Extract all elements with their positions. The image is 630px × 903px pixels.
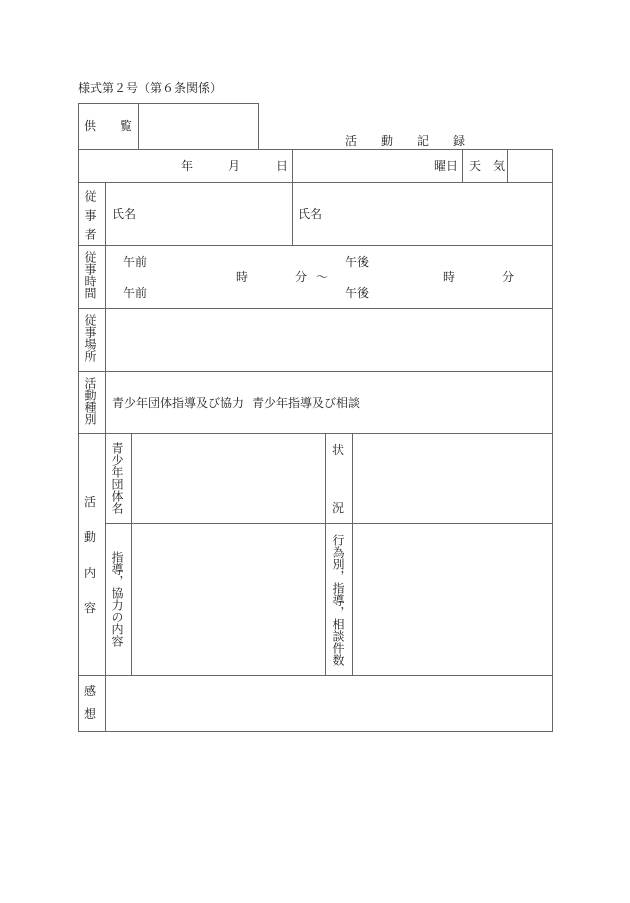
guidance-field[interactable] [132, 524, 324, 674]
hour-label-2: 時 [443, 270, 456, 284]
row-line-4 [78, 371, 552, 372]
weather-field[interactable] [508, 150, 551, 181]
inspection-box-left [78, 103, 79, 149]
worker-label: 従事者 [83, 190, 97, 247]
impressions-label-1: 感 [84, 684, 97, 698]
activity-content-label-4: 容 [84, 601, 97, 615]
group-name-label: 青少年団体名 [110, 442, 124, 514]
activity-content-label-3: 内 [84, 566, 97, 580]
guidance-label: 指導，協力の内容 [110, 551, 124, 647]
activity-content-label-1: 活 [84, 495, 97, 509]
year-label: 年 [181, 159, 194, 173]
month-label: 月 [228, 159, 241, 173]
place-label: 従事場所 [83, 314, 97, 362]
group-name-field[interactable] [132, 434, 324, 522]
pm-label-2: 午後 [345, 286, 370, 300]
count-field[interactable] [353, 524, 551, 674]
hour-label-1: 時 [236, 270, 249, 284]
label-column-divider [105, 182, 106, 731]
row-line-2 [78, 245, 552, 246]
day-label: 日 [276, 159, 289, 173]
am-label-2: 午前 [123, 286, 148, 300]
table-right [552, 149, 553, 731]
impressions-field[interactable] [106, 676, 551, 730]
count-label: 行為別，指導，相談件数 [331, 534, 345, 666]
worker-name-field-1[interactable] [140, 183, 291, 244]
weekday-label: 曜日 [434, 159, 459, 173]
status-label-divider-left [325, 433, 326, 675]
activity-content-label-2: 動 [84, 530, 97, 544]
form-id: 様式第２号（第６条関係） [78, 81, 223, 95]
time-label: 従事時間 [83, 251, 97, 299]
worker-name-field-2[interactable] [325, 183, 551, 244]
pm-label-1: 午後 [345, 255, 370, 269]
tilde: ～ [316, 270, 329, 284]
activity-type-option-1[interactable]: 青少年団体指導及び協力 [112, 396, 245, 410]
inspection-label: 供 覧 [84, 119, 133, 133]
inspection-stamp-field[interactable] [139, 104, 257, 148]
weekday-divider [462, 149, 463, 182]
am-label-1: 午前 [123, 255, 148, 269]
table-left [78, 149, 79, 731]
status-field[interactable] [353, 434, 551, 522]
worker-name-label-2: 氏名 [298, 207, 323, 221]
document-title: 活 動 記 録 [345, 134, 466, 148]
activity-type-option-2[interactable]: 青少年指導及び相談 [252, 396, 361, 410]
minute-label-2: 分 [502, 270, 515, 284]
end-time-field[interactable] [380, 250, 540, 302]
start-time-field[interactable] [160, 250, 290, 302]
inspection-box-right [258, 103, 259, 149]
status-label-2: 況 [332, 501, 345, 515]
minute-label-1: 分 [295, 270, 308, 284]
date-field[interactable] [79, 150, 291, 181]
impressions-label-2: 想 [84, 707, 97, 721]
place-field[interactable] [106, 309, 551, 370]
weather-label: 天 気 [469, 159, 506, 173]
table-bottom [78, 731, 553, 732]
status-label-1: 状 [332, 443, 345, 457]
weekday-field[interactable] [293, 150, 461, 181]
worker-name-label-1: 氏名 [112, 207, 137, 221]
activity-type-label: 活動種別 [83, 377, 97, 425]
